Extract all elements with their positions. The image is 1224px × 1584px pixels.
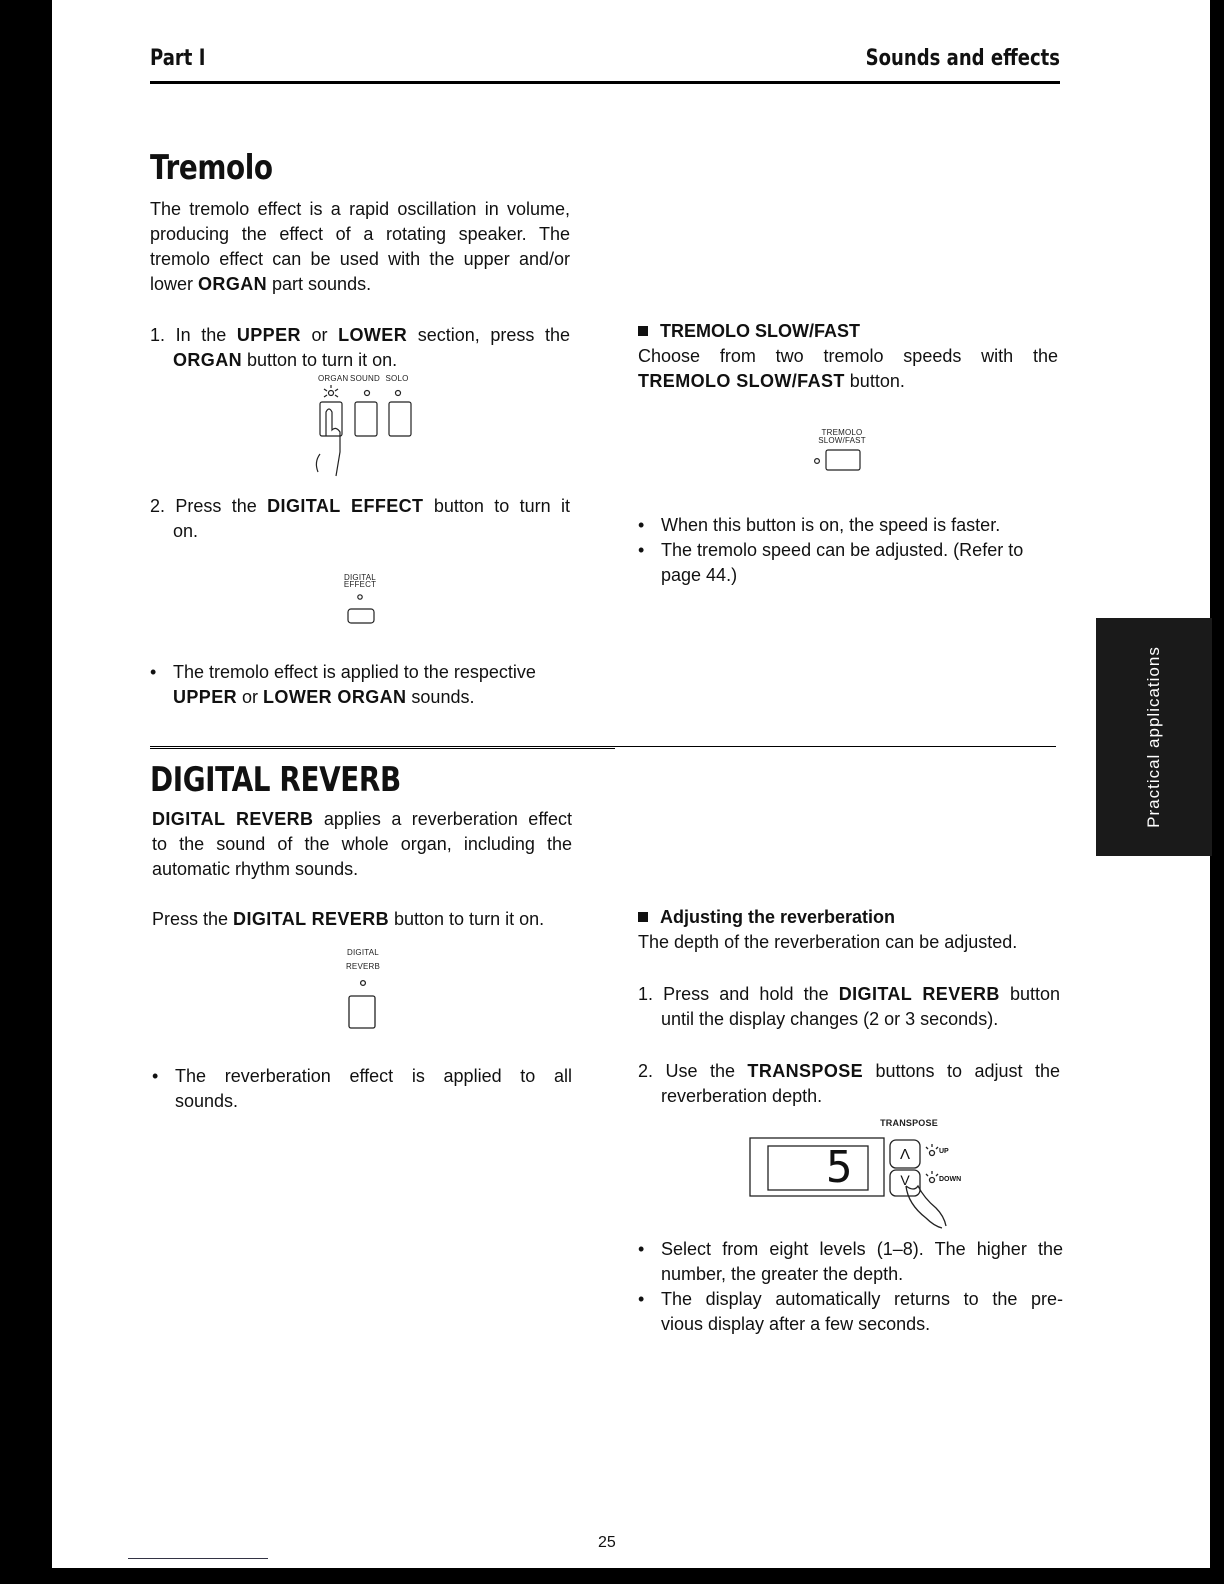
bullet-item: • The display automatically returns to the pre- (638, 1289, 1063, 1309)
transpose-down-label: DOWN (939, 1176, 962, 1183)
bullet-item: • When this button is on, the speed is faster. (638, 515, 1001, 535)
digital-reverb-figure (335, 948, 391, 1032)
adjust-block: Adjusting the reverberation The depth of the reverberation can be adjusted. (638, 905, 1058, 955)
section-divider-shadow (150, 748, 615, 749)
organ-buttons-illustration (310, 372, 420, 482)
adjust-bullets (638, 1237, 1063, 1337)
intro-line: lower ORGAN part sounds. (150, 274, 372, 294)
slowfast-figure (808, 428, 868, 474)
transpose-label: TRANSPOSE (880, 1118, 938, 1128)
side-tab-label: Practical applications (1144, 646, 1163, 828)
page-number: 25 (598, 1534, 616, 1551)
tremolo-step-2: 2. Press the DIGITAL EFFECT button to turn it on. (150, 496, 570, 541)
chapter-side-tab (1096, 618, 1212, 856)
tremolo-intro (150, 197, 570, 297)
transpose-illustration (748, 1116, 978, 1232)
slowfast-heading: TREMOLO SLOW/FAST (638, 319, 1058, 344)
digital-reverb-label: DIGITAL REVERB (345, 948, 381, 971)
adjust-heading: Adjusting the reverberation (638, 905, 1058, 930)
scan-edge-bottom (0, 1568, 1224, 1584)
slowfast-label: TREMOLO SLOW/FAST (818, 428, 866, 445)
transpose-down-symbol: V (900, 1172, 910, 1188)
bullet-item: • Select from eight levels (1–8). The higher the (638, 1239, 1063, 1259)
transpose-up-symbol: Λ (899, 1146, 911, 1163)
tremolo-title: Tremolo (150, 148, 273, 188)
reverb-bullet: • The reverberation effect is applied to all sounds. (152, 1066, 572, 1111)
organ-buttons-figure (310, 372, 420, 482)
bullet-item-cont: page 44.) (661, 565, 738, 585)
header-part: Part I (150, 46, 206, 71)
tremolo-bullet: • The tremolo effect is applied to the respective UPPER or LOWER ORGAN sounds. (150, 662, 536, 707)
slowfast-bullets (638, 513, 1068, 588)
sound-label: SOUND (350, 374, 380, 383)
transpose-up-label: UP (939, 1148, 949, 1155)
digital-effect-button (335, 573, 385, 629)
scan-edge-left (0, 0, 52, 1584)
bullet-item-cont: number, the greater the depth. (661, 1264, 904, 1284)
header-rule (150, 81, 1060, 84)
bottom-mark (128, 1558, 268, 1559)
intro-line: The tremolo effect is a rapid oscillation in volume, (150, 199, 570, 219)
organ-label: ORGAN (318, 374, 349, 383)
digital-effect-figure (335, 573, 385, 629)
bullet-item: • The tremolo speed can be adjusted. (Refer to (638, 540, 1024, 560)
digital-effect-label: DIGITAL EFFECT (343, 573, 377, 589)
adjust-step-1: 1. Press and hold the DIGITAL REVERB button until the display changes (2 or 3 seconds). (638, 984, 1060, 1029)
tremolo-slowfast: TREMOLO SLOW/FAST Choose from two tremolo speeds with the TREMOLO SLOW/FAST button. (638, 321, 1058, 391)
header-section: Sounds and effects (865, 46, 1060, 71)
reverb-title: DIGITAL REVERB (150, 760, 401, 800)
adjust-step-2: 2. Use the TRANSPOSE buttons to adjust the reverberation depth. (638, 1061, 1060, 1106)
solo-label: SOLO (385, 374, 409, 383)
tremolo-step-1: 1. In the UPPER or LOWER section, press the ORGAN button to turn it on. (150, 325, 570, 370)
intro-line: tremolo effect can be used with the upper and/or (150, 249, 570, 269)
transpose-display-value: 5 (826, 1142, 853, 1193)
scan-edge-right (1210, 0, 1224, 1584)
slowfast-button (808, 428, 868, 474)
digital-reverb-button (335, 948, 391, 1032)
intro-line: producing the effect of a rotating speaker. The (150, 224, 570, 244)
reverb-press: Press the DIGITAL REVERB button to turn it on. (152, 909, 545, 929)
section-divider (150, 746, 1056, 747)
reverb-intro: DIGITAL REVERB applies a reverberation effect to the sound of the whole organ, including the automatic rhythm sounds. (152, 809, 573, 879)
bullet-item-cont: vious display after a few seconds. (661, 1314, 931, 1334)
transpose-figure (748, 1116, 978, 1232)
